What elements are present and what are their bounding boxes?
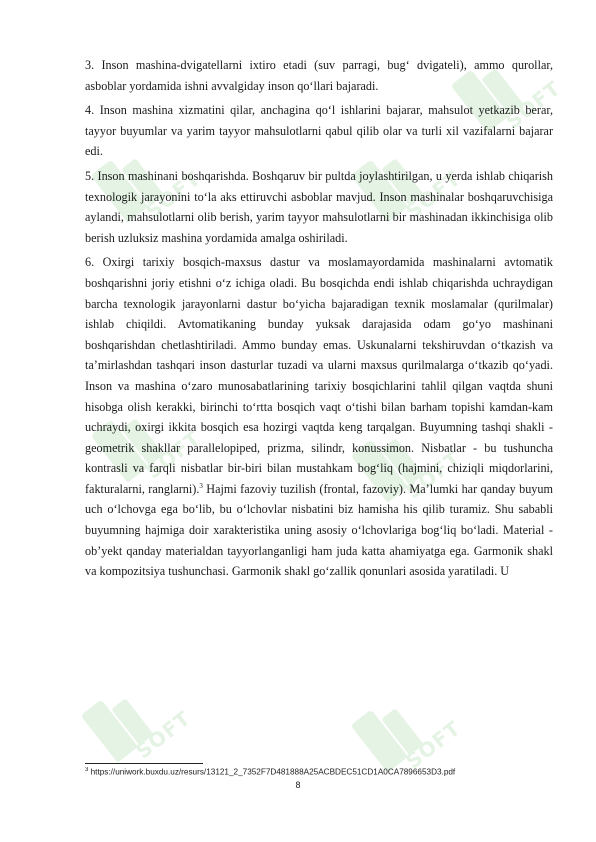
paragraph-5: 5. Inson mashinani boshqarishda. Boshqaruv bir pultda joylashtirilgan, u yerda ishlab chiqarish texnologik jarayonini toʻla aks ettiruvchi asboblar mavjud. Inson mashinalar boshqaruvchisiga aylandi, mahsulotlarni olib berish, yarim tayyor mahsulotlarni bir mashinadan ikkinchisiga olib berish uzluksiz mashina yordamida amalga oshiriladi. <box>85 168 553 245</box>
footnote-reference[interactable]: 3 <box>199 481 203 490</box>
body-text <box>85 55 553 586</box>
paragraph-4: 4. Inson mashina xizmatini qilar, anchagina qoʻl ishlarini bajarar, mahsulot yetkazib berar, tayyor buyumlar va yarim tayyor mahsulotlarni qabul qilib olar va turli xil vazifalarni bajarar edi. <box>85 103 553 159</box>
footnote-number: 3 <box>85 767 89 773</box>
watermark-text: SOFT <box>401 445 466 504</box>
page-number: 8 <box>295 780 301 790</box>
watermark-text: SOFT <box>401 165 466 224</box>
footnote-link[interactable]: https://uniwork.buxdu.uz/resurs/13121_2_7352F7D481888A25ACBDEC51CD1A0CA7896653D3.pdf <box>88 767 456 777</box>
watermark-text: SOFT <box>501 75 566 134</box>
watermark-text: SOFT <box>401 715 466 774</box>
watermark-text: SOFT <box>141 165 206 224</box>
paragraph-6-text-b: Hajmi fazoviy tuzilish (frontal, fazoviy). Maʼlumki har qanday buyum uch oʻlchovga ega boʻlib, bu oʻlchovlar nisbatini biz hamisha his qilib turamiz. Shu sababli buyumning hajmiga doir xarakteristika uning asosiy oʻlchovlariga bogʻliq boʻladi. Material - obʼyekt qanday materialdan tayyorlanganligi ham juda katta ahamiyatga ega. Garmonik shakl va kompozitsiya tushunchasi. Garmonik shakl goʻzallik qonunlari asosida yaratiladi. U <box>85 481 553 579</box>
watermark-text: SOFT <box>131 705 196 764</box>
footnote-divider <box>85 763 203 764</box>
footnote <box>85 767 553 777</box>
paragraph-3: 3. Inson mashina-dvigatellarni ixtiro etadi (suv parragi, bugʻ dvigateli), ammo qurollar, asboblar yordamida ishni avvalgiday inson qoʻllari bajaradi. <box>85 58 553 93</box>
paragraph-6 <box>85 252 553 582</box>
paragraph-6-text-a: 6. Oxirgi tarixiy bosqich-maxsus dastur va moslamayordamida mashinalarni avtomatik boshqarishni joriy etishni oʻz ichiga oladi. Bu bosqichda endi ishlab chiqarishda uchraydigan barcha texnologik jarayonlarni dastur boʻyicha bajaradigan texnik moslamalar (qurilmalar) ishlab chiqildi. Avtomatikaning bunday yuksak darajasida odam goʻyo mashinani boshqarishdan chetlashtiriladi. Ammo bunday emas. Uskunalarni tekshiruvdan oʻtkazish va taʼmirlashdan tashqari inson dasturlar tuzadi va ularni maxsus qurilmalarga oʻtkazib qoʻyadi. Inson va mashina oʻzaro munosabatlarining tarixiy bosqichlarini tahlil qilgan vaqtda shuni hisobga olish kerakki, birinchi toʻrtta bosqich vaqt oʻtishi bilan barham topishi kamdan-kam uchraydi, oxirgi ikkita bosqich esa hozirgi vaqtda keng tarqalgan. Buyumning tashqi shakli - geometrik shakllar parallelopiped, prizma, silindr, konussimon. Nisbatlar - bu tushuncha kontrasli va farqli nisbatlar bir-biri bilan mustahkam bogʻliq (hajmini, chiziqli miqdorlarini, fakturalarni, ranglarni). <box>85 255 553 496</box>
watermark-text: SOFT <box>141 425 206 484</box>
